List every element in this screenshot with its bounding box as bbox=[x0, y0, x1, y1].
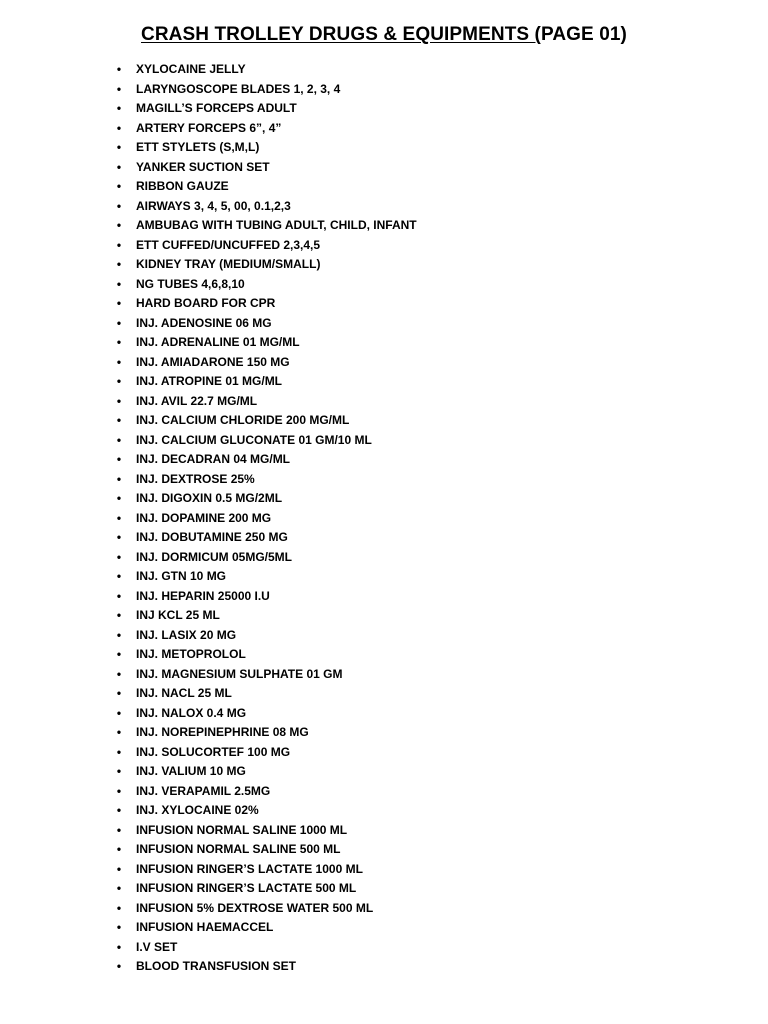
list-item bbox=[0, 801, 768, 821]
bullet-icon: • bbox=[116, 764, 122, 778]
list-item-text: NG TUBES 4,6,8,10 bbox=[136, 276, 245, 291]
list-item bbox=[0, 528, 768, 548]
bullet-icon: • bbox=[116, 783, 122, 798]
list-item bbox=[0, 392, 768, 412]
list-item bbox=[0, 665, 768, 685]
list-item-text: INJ. DECADRAN 04 MG/ML bbox=[136, 452, 291, 466]
bullet-icon: • bbox=[116, 198, 122, 213]
list-item-text: INJ. METOPROLOL bbox=[136, 647, 246, 661]
bullet-icon: • bbox=[116, 608, 122, 622]
list-item-text: INJ. VALIUM 10 MG bbox=[136, 764, 246, 778]
list-item bbox=[0, 840, 768, 860]
list-item bbox=[0, 743, 768, 763]
list-item-text: INJ. DORMICUM 05MG/5ML bbox=[136, 549, 293, 564]
list-item-text: INJ. SOLUCORTEF 100 MG bbox=[136, 744, 291, 759]
list-item bbox=[0, 509, 768, 529]
bullet-icon: • bbox=[116, 510, 122, 525]
page-title bbox=[0, 24, 768, 46]
list-item bbox=[0, 860, 768, 880]
bullet-icon: • bbox=[116, 140, 122, 154]
list-item bbox=[0, 294, 768, 314]
bullet-icon: • bbox=[116, 393, 122, 408]
list-item-text: INJ. NACL 25 ML bbox=[136, 686, 232, 700]
bullet-icon: • bbox=[116, 686, 122, 700]
bullet-icon: • bbox=[116, 627, 122, 642]
list-item-text: INJ. ADRENALINE 01 MG/ML bbox=[136, 335, 300, 349]
bullet-icon: • bbox=[116, 62, 122, 76]
bullet-icon: • bbox=[116, 939, 122, 954]
bullet-icon: • bbox=[116, 354, 122, 369]
bullet-icon: • bbox=[116, 744, 122, 759]
bullet-icon: • bbox=[116, 842, 122, 856]
bullet-icon: • bbox=[116, 647, 122, 661]
bullet-icon: • bbox=[116, 920, 122, 934]
bullet-icon: • bbox=[116, 569, 122, 583]
list-item bbox=[0, 626, 768, 646]
list-item-text: INJ. DOBUTAMINE 250 MG bbox=[136, 530, 288, 544]
bullet-icon: • bbox=[116, 81, 122, 96]
list-item-text: ETT CUFFED/UNCUFFED 2,3,4,5 bbox=[136, 237, 321, 252]
list-item-text: INFUSION NORMAL SALINE 1000 ML bbox=[136, 822, 348, 837]
list-item bbox=[0, 80, 768, 100]
list-item-text: ETT STYLETS (S,M,L) bbox=[136, 140, 260, 154]
list-item-text: ARTERY FORCEPS 6”, 4” bbox=[136, 120, 282, 135]
list-item bbox=[0, 216, 768, 236]
list-item-text: KIDNEY TRAY (MEDIUM/SMALL) bbox=[136, 257, 321, 271]
bullet-icon: • bbox=[116, 666, 122, 681]
page-title-rest: PAGE 01) bbox=[540, 24, 627, 45]
list-item-text: I.V SET bbox=[136, 939, 178, 954]
bullet-icon: • bbox=[116, 413, 122, 427]
bullet-icon: • bbox=[116, 471, 122, 486]
list-item bbox=[0, 606, 768, 626]
bullet-icon: • bbox=[116, 237, 122, 252]
list-item bbox=[0, 450, 768, 470]
list-item-text: INJ. XYLOCAINE 02% bbox=[136, 803, 259, 817]
bullet-icon: • bbox=[116, 549, 122, 564]
list-item-text: INFUSION HAEMACCEL bbox=[136, 920, 274, 934]
list-item bbox=[0, 899, 768, 919]
list-item-text: INJ. DOPAMINE 200 MG bbox=[136, 510, 272, 525]
list-item-text: INJ. DEXTROSE 25% bbox=[136, 471, 255, 486]
bullet-icon: • bbox=[116, 257, 122, 271]
bullet-icon: • bbox=[116, 900, 122, 915]
bullet-icon: • bbox=[116, 822, 122, 837]
list-item-text: INJ. ADENOSINE 06 MG bbox=[136, 315, 272, 330]
bullet-icon: • bbox=[116, 276, 122, 291]
list-item-text: INJ. LASIX 20 MG bbox=[136, 627, 237, 642]
bullet-icon: • bbox=[116, 218, 122, 232]
list-item bbox=[0, 762, 768, 782]
list-item-text: INFUSION 5% DEXTROSE WATER 500 ML bbox=[136, 900, 374, 915]
list-item bbox=[0, 372, 768, 392]
list-item-text: INJ. AMIADARONE 150 MG bbox=[136, 354, 290, 369]
list-item bbox=[0, 704, 768, 724]
list-item-text: INFUSION RINGER’S LACTATE 1000 ML bbox=[136, 861, 363, 876]
list-item bbox=[0, 60, 768, 80]
list-item bbox=[0, 938, 768, 958]
list-item bbox=[0, 197, 768, 217]
bullet-icon: • bbox=[116, 861, 122, 876]
list-item bbox=[0, 879, 768, 899]
list-item-text: INJ KCL 25 ML bbox=[136, 608, 220, 622]
bullet-icon: • bbox=[116, 881, 122, 895]
page-title-underlined: CRASH TROLLEY DRUGS & EQUIPMENTS ( bbox=[141, 24, 541, 45]
list-item bbox=[0, 158, 768, 178]
bullet-icon: • bbox=[116, 452, 122, 466]
list-item bbox=[0, 353, 768, 373]
list-item-text: AMBUBAG WITH TUBING ADULT, CHILD, INFANT bbox=[136, 218, 417, 232]
list-item bbox=[0, 99, 768, 119]
equipment-drug-list bbox=[0, 60, 768, 977]
list-item bbox=[0, 548, 768, 568]
list-item-text: AIRWAYS 3, 4, 5, 00, 0.1,2,3 bbox=[136, 198, 291, 213]
list-item bbox=[0, 255, 768, 275]
bullet-icon: • bbox=[116, 374, 122, 388]
list-item bbox=[0, 138, 768, 158]
list-item bbox=[0, 723, 768, 743]
list-item-text: INFUSION RINGER’S LACTATE 500 ML bbox=[136, 881, 357, 895]
list-item-text: INJ. DIGOXIN 0.5 MG/2ML bbox=[136, 491, 283, 505]
list-item-text: BLOOD TRANSFUSION SET bbox=[136, 959, 297, 973]
list-item bbox=[0, 411, 768, 431]
bullet-icon: • bbox=[116, 159, 122, 174]
list-item-text: INJ. NALOX 0.4 MG bbox=[136, 705, 247, 720]
list-item-text: INJ. AVIL 22.7 MG/ML bbox=[136, 393, 258, 408]
bullet-icon: • bbox=[116, 705, 122, 720]
list-item bbox=[0, 782, 768, 802]
list-item bbox=[0, 119, 768, 139]
bullet-icon: • bbox=[116, 803, 122, 817]
list-item bbox=[0, 431, 768, 451]
list-item bbox=[0, 645, 768, 665]
bullet-icon: • bbox=[116, 120, 122, 135]
list-item bbox=[0, 177, 768, 197]
list-item-text: HARD BOARD FOR CPR bbox=[136, 296, 276, 310]
bullet-icon: • bbox=[116, 432, 122, 447]
list-item-text: MAGILL’S FORCEPS ADULT bbox=[136, 101, 297, 115]
list-item bbox=[0, 333, 768, 353]
list-item-text: INJ. HEPARIN 25000 I.U bbox=[136, 588, 270, 603]
list-item bbox=[0, 918, 768, 938]
list-item-text: INJ. CALCIUM GLUCONATE 01 GM/10 ML bbox=[136, 432, 372, 447]
bullet-icon: • bbox=[116, 101, 122, 115]
list-item-text: INFUSION NORMAL SALINE 500 ML bbox=[136, 842, 341, 856]
list-item-text: INJ. ATROPINE 01 MG/ML bbox=[136, 374, 283, 388]
bullet-icon: • bbox=[116, 959, 122, 973]
list-item-text: INJ. MAGNESIUM SULPHATE 01 GM bbox=[136, 666, 343, 681]
bullet-icon: • bbox=[116, 588, 122, 603]
bullet-icon: • bbox=[116, 530, 122, 544]
list-item-text: LARYNGOSCOPE BLADES 1, 2, 3, 4 bbox=[136, 81, 341, 96]
list-item-text: INJ. CALCIUM CHLORIDE 200 MG/ML bbox=[136, 413, 350, 427]
list-item-text: INJ. NOREPINEPHRINE 08 MG bbox=[136, 725, 309, 739]
list-item bbox=[0, 470, 768, 490]
list-item bbox=[0, 821, 768, 841]
bullet-icon: • bbox=[116, 491, 122, 505]
list-item bbox=[0, 684, 768, 704]
list-item bbox=[0, 489, 768, 509]
bullet-icon: • bbox=[116, 315, 122, 330]
list-item bbox=[0, 587, 768, 607]
bullet-icon: • bbox=[116, 179, 122, 193]
bullet-icon: • bbox=[116, 296, 122, 310]
list-item-text: INJ. GTN 10 MG bbox=[136, 569, 227, 583]
list-item-text: XYLOCAINE JELLY bbox=[136, 62, 246, 76]
list-item bbox=[0, 314, 768, 334]
bullet-icon: • bbox=[116, 725, 122, 739]
bullet-icon: • bbox=[116, 335, 122, 349]
list-item bbox=[0, 567, 768, 587]
list-item-text: RIBBON GAUZE bbox=[136, 179, 229, 193]
list-item-text: INJ. VERAPAMIL 2.5MG bbox=[136, 783, 271, 798]
list-item bbox=[0, 236, 768, 256]
list-item bbox=[0, 957, 768, 977]
list-item-text: YANKER SUCTION SET bbox=[136, 159, 270, 174]
list-item bbox=[0, 275, 768, 295]
